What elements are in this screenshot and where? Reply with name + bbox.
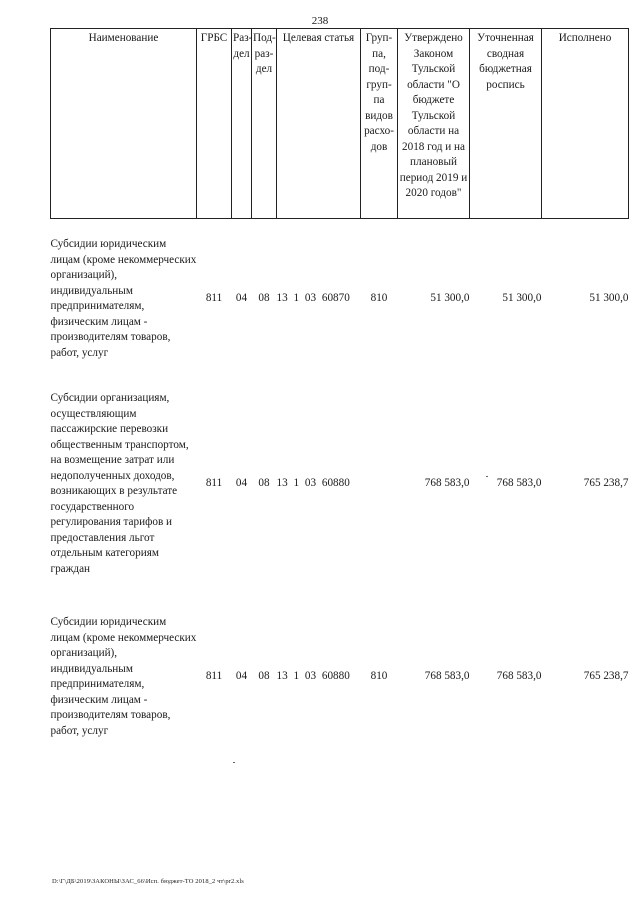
row-target: 13 1 03 60880 — [276, 477, 350, 490]
row-executed: 51 300,0 — [589, 292, 629, 305]
row-expense-group: 810 — [370, 670, 388, 683]
budget-table — [50, 28, 629, 765]
row-subsection: 08 — [258, 477, 270, 490]
header-row — [51, 29, 629, 219]
row-expense-group: 810 — [370, 292, 388, 305]
col-header-expense-group: Груп-па, под-груп-па видов расхо-дов — [361, 29, 398, 219]
row-grbs: 811 — [205, 670, 223, 683]
row-subsection: 08 — [258, 670, 270, 683]
row-executed: 765 238,7 — [583, 670, 629, 683]
row-revised: 768 583,0 — [496, 477, 542, 490]
col-header-executed: Исполнено — [542, 29, 629, 219]
row-name: Субсидии организациям, осуществляющим пассажирские перевозки общественным транспортом, на возмещение затрат или недополученных доходов, возникающих в результате государственного регулирования тарифов и предоставления льгот отдельным категориям граждан — [50, 392, 189, 575]
row-section: 04 — [235, 670, 248, 683]
file-path-footer: D:\Г\ДБ\2019\ЗАКОНЫ\ЗАС_66\Исп. бюджет-ТО 2018_2 чт\pr2.xls — [52, 878, 244, 885]
row-approved: 768 583,0 — [424, 670, 470, 683]
row-section: 04 — [235, 292, 248, 305]
scan-speck — [233, 762, 235, 763]
col-header-grbs: ГРБС — [197, 29, 232, 219]
row-name: Субсидии юридическим лицам (кроме некоммерческих организаций), индивидуальным предпринимателям, физическим лицам - производителям товаров, работ, услуг — [50, 238, 197, 359]
col-header-name: Наименование — [51, 29, 197, 219]
col-header-target: Целевая статья — [277, 29, 361, 219]
col-header-section: Раз-дел — [232, 29, 252, 219]
scan-speck — [486, 476, 488, 477]
col-header-approved: Утверждено Законом Тульской области "О бюджете Тульской области на 2018 год и на плановый период 2019 и 2020 годов" — [398, 29, 470, 219]
col-header-revised: Уточненная сводная бюджетная роспись — [470, 29, 542, 219]
table-row — [51, 379, 629, 589]
table-row — [51, 219, 629, 380]
row-revised: 768 583,0 — [496, 670, 542, 683]
col-header-subsection: Под-раз-дел — [252, 29, 277, 219]
row-target: 13 1 03 60880 — [276, 670, 350, 683]
row-grbs: 811 — [205, 477, 223, 490]
row-executed: 765 238,7 — [583, 477, 629, 490]
row-name: Субсидии юридическим лицам (кроме некоммерческих организаций), индивидуальным предпринимателям, физическим лицам - производителям товаров, работ, услуг — [50, 616, 197, 737]
row-target: 13 1 03 60870 — [276, 292, 350, 305]
row-subsection: 08 — [258, 292, 270, 305]
row-revised: 51 300,0 — [502, 292, 542, 305]
row-grbs: 811 — [205, 292, 223, 305]
table-row — [51, 589, 629, 765]
page-number: 238 — [311, 15, 329, 27]
row-approved: 768 583,0 — [424, 477, 470, 490]
row-approved: 51 300,0 — [430, 292, 470, 305]
row-expense-group — [361, 379, 398, 589]
row-section: 04 — [235, 477, 248, 490]
